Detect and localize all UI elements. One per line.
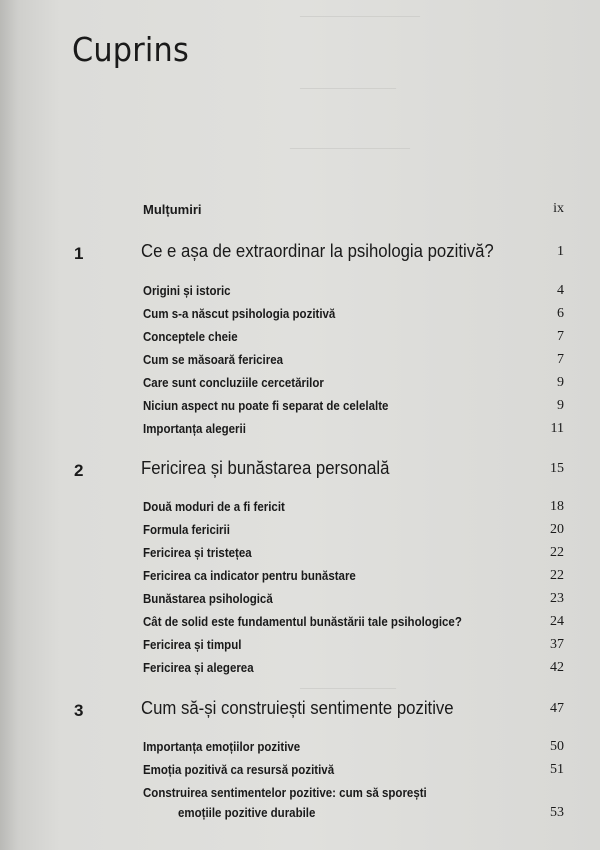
toc-entry-page-number: 50: [550, 739, 564, 754]
chapter-title: Fericirea și bunăstarea personală: [141, 458, 390, 478]
chapter-page-number: 1: [557, 244, 564, 259]
toc-entry[interactable]: [0, 740, 600, 762]
toc-entry-title: emoțiile pozitive durabile: [178, 806, 316, 820]
toc-entry[interactable]: [0, 500, 600, 522]
toc-entry[interactable]: [0, 806, 600, 828]
toc-entry-page-number: 23: [550, 591, 564, 606]
toc-entry-title: Bunăstarea psihologică: [143, 592, 273, 606]
toc-entry[interactable]: [0, 786, 600, 808]
toc-entry-title: Formula fericirii: [143, 523, 230, 537]
toc-entry-title: Niciun aspect nu poate fi separat de celelalte: [143, 399, 389, 413]
bleed-through-text: ————————: [300, 80, 396, 94]
toc-entry-title: Emoția pozitivă ca resursă pozitivă: [143, 763, 335, 777]
toc-entry-title: Două moduri de a fi fericit: [143, 500, 285, 514]
toc-entry-title: Cum s-a născut psihologia pozitivă: [143, 307, 336, 321]
toc-entry-title: Construirea sentimentelor pozitive: cum să sporești: [143, 786, 427, 800]
toc-entry-title: Fericirea și alegerea: [143, 661, 254, 675]
toc-entry-page-number: 42: [550, 660, 564, 675]
acknowledgements-entry[interactable]: Mulțumiri: [143, 202, 202, 217]
toc-entry[interactable]: [0, 661, 600, 683]
toc-entry-title: Conceptele cheie: [143, 330, 238, 344]
toc-entry-page-number: 51: [550, 762, 564, 777]
toc-entry[interactable]: [0, 638, 600, 660]
toc-entry-page-number: 6: [557, 306, 564, 321]
acknowledgements-page-number: ix: [553, 201, 564, 216]
chapter-number: 2: [74, 461, 84, 480]
toc-entry[interactable]: [0, 307, 600, 329]
toc-entry-page-number: 18: [550, 499, 564, 514]
chapter-page-number: 47: [550, 701, 564, 716]
toc-entry[interactable]: [0, 592, 600, 614]
toc-entry-title: Cum se măsoară fericirea: [143, 353, 283, 367]
toc-entry[interactable]: [0, 523, 600, 545]
toc-entry[interactable]: [0, 763, 600, 785]
toc-entry-page-number: 11: [550, 421, 564, 436]
toc-entry-page-number: 24: [550, 614, 564, 629]
bleed-through-text: ——————————: [300, 8, 420, 22]
toc-entry-page-number: 7: [557, 329, 564, 344]
toc-entry[interactable]: [0, 330, 600, 352]
chapter-page-number: 15: [550, 461, 564, 476]
toc-entry-page-number: 37: [550, 637, 564, 652]
toc-entry[interactable]: [0, 422, 600, 444]
toc-entry-page-number: 53: [550, 805, 564, 820]
toc-entry[interactable]: [0, 615, 600, 637]
toc-entry-title: Origini și istoric: [143, 284, 231, 298]
toc-entry-page-number: 9: [557, 375, 564, 390]
toc-entry-page-number: 4: [557, 283, 564, 298]
chapter-title: Cum să-și construiești sentimente pozitive: [141, 698, 454, 718]
toc-entry-page-number: 22: [550, 568, 564, 583]
chapter-number: 1: [74, 244, 84, 263]
toc-entry[interactable]: [0, 376, 600, 398]
toc-entry-title: Care sunt concluziile cercetărilor: [143, 376, 324, 390]
toc-entry-title: Fericirea și tristețea: [143, 546, 252, 560]
toc-entry-title: Importanța alegerii: [143, 422, 246, 436]
toc-entry[interactable]: [0, 353, 600, 375]
toc-entry-title: Fericirea și timpul: [143, 638, 242, 652]
toc-entry[interactable]: [0, 546, 600, 568]
toc-entry[interactable]: [0, 569, 600, 591]
toc-entry-page-number: 20: [550, 522, 564, 537]
toc-entry-title: Fericirea ca indicator pentru bunăstare: [143, 569, 356, 583]
bleed-through-text: ——————————: [290, 140, 410, 154]
chapter-number: 3: [74, 701, 84, 720]
toc-entry-page-number: 7: [557, 352, 564, 367]
chapter-title: Ce e așa de extraordinar la psihologia pozitivă?: [141, 241, 494, 261]
toc-entry[interactable]: [0, 284, 600, 306]
toc-entry-page-number: 9: [557, 398, 564, 413]
toc-entry-title: Importanța emoțiilor pozitive: [143, 740, 301, 754]
toc-entry-page-number: 22: [550, 545, 564, 560]
page-title: Cuprins: [72, 30, 189, 70]
toc-entry[interactable]: [0, 399, 600, 421]
toc-entry-title: Cât de solid este fundamentul bunăstării tale psihologice?: [143, 615, 462, 629]
bleed-through-text: ————————: [300, 680, 396, 694]
